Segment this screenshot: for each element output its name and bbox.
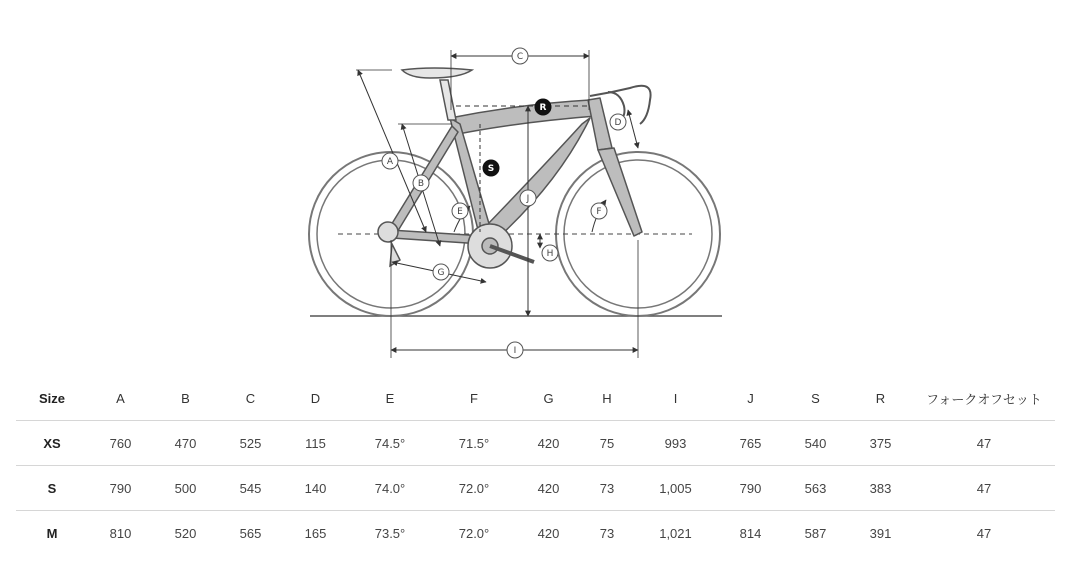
dim-marker-h	[542, 245, 558, 261]
dim-label-h: H	[546, 249, 554, 259]
cell-g: 420	[516, 421, 581, 466]
cell-a: 760	[88, 421, 153, 466]
dim-label-j: J	[526, 194, 530, 204]
cell-s: 563	[783, 466, 848, 511]
header-d: D	[310, 390, 321, 406]
dim-label-c: C	[516, 52, 524, 62]
cell-f: 72.0°	[432, 511, 516, 556]
dim-label-f: F	[596, 207, 602, 217]
dim-marker-g	[433, 264, 449, 280]
cell-a: 810	[88, 511, 153, 556]
dim-marker-e	[452, 203, 468, 219]
geometry-table	[16, 376, 1055, 555]
table-header-row	[16, 376, 1055, 421]
cell-h: 73	[581, 511, 633, 556]
header-h: H	[602, 390, 612, 406]
dim-marker-b	[413, 175, 429, 191]
cell-b: 470	[153, 421, 218, 466]
rear-derailleur	[378, 222, 400, 266]
header-s: S	[811, 390, 820, 406]
saddle	[402, 68, 472, 120]
dim-label-s: S	[487, 164, 495, 174]
dim-label-g: G	[437, 268, 445, 278]
header-c: C	[245, 390, 256, 406]
dim-marker-s	[483, 160, 499, 176]
cell-j: 765	[718, 421, 783, 466]
cell-c: 545	[218, 466, 283, 511]
cell-size: M	[16, 511, 88, 556]
cell-fork-offset: 47	[913, 421, 1055, 466]
header-size: Size	[38, 390, 65, 406]
cell-r: 375	[848, 421, 913, 466]
table-row	[16, 421, 1055, 466]
dim-label-r: R	[539, 103, 547, 113]
header-fork-offset: フォークオフセット	[926, 391, 1042, 407]
cell-i: 1,005	[633, 466, 718, 511]
dim-label-e: E	[457, 207, 463, 217]
bike-frame	[388, 98, 642, 244]
cell-g: 420	[516, 466, 581, 511]
cell-size: S	[16, 466, 88, 511]
header-r: R	[875, 390, 886, 406]
cell-f: 71.5°	[432, 421, 516, 466]
dim-marker-r	[535, 99, 551, 115]
cell-j: 814	[718, 511, 783, 556]
header-a: A	[116, 390, 125, 406]
cell-fork-offset: 47	[913, 511, 1055, 556]
cell-e: 74.5°	[348, 421, 432, 466]
dim-marker-j	[520, 190, 536, 206]
dim-label-d: D	[614, 118, 622, 128]
cell-d: 165	[283, 511, 348, 556]
cell-a: 790	[88, 466, 153, 511]
header-i: I	[673, 390, 678, 406]
cell-d: 140	[283, 466, 348, 511]
cell-f: 72.0°	[432, 466, 516, 511]
dim-label-i: I	[513, 346, 517, 356]
dim-marker-a	[382, 153, 398, 169]
cell-i: 993	[633, 421, 718, 466]
cell-b: 520	[153, 511, 218, 556]
cell-h: 75	[581, 421, 633, 466]
cell-b: 500	[153, 466, 218, 511]
cell-i: 1,021	[633, 511, 718, 556]
cell-r: 391	[848, 511, 913, 556]
cell-c: 525	[218, 421, 283, 466]
cell-r: 383	[848, 466, 913, 511]
cell-s: 587	[783, 511, 848, 556]
header-j: J	[747, 390, 754, 406]
dim-marker-d	[610, 114, 626, 130]
table-row	[16, 511, 1055, 556]
crankset	[468, 224, 534, 268]
cell-size: XS	[16, 421, 88, 466]
header-e: E	[385, 390, 395, 406]
cell-j: 790	[718, 466, 783, 511]
dim-label-a: A	[386, 157, 394, 167]
cell-e: 74.0°	[348, 466, 432, 511]
table-row	[16, 466, 1055, 511]
cell-e: 73.5°	[348, 511, 432, 556]
cell-c: 565	[218, 511, 283, 556]
header-f: F	[470, 390, 478, 406]
dim-marker-i	[507, 342, 523, 358]
cell-fork-offset: 47	[913, 466, 1055, 511]
header-b: B	[181, 390, 190, 406]
dim-label-b: B	[417, 179, 425, 189]
dim-marker-f	[591, 203, 607, 219]
cell-h: 73	[581, 466, 633, 511]
dim-marker-c	[512, 48, 528, 64]
cell-d: 115	[283, 421, 348, 466]
cell-s: 540	[783, 421, 848, 466]
header-g: G	[543, 390, 554, 406]
cell-g: 420	[516, 511, 581, 556]
